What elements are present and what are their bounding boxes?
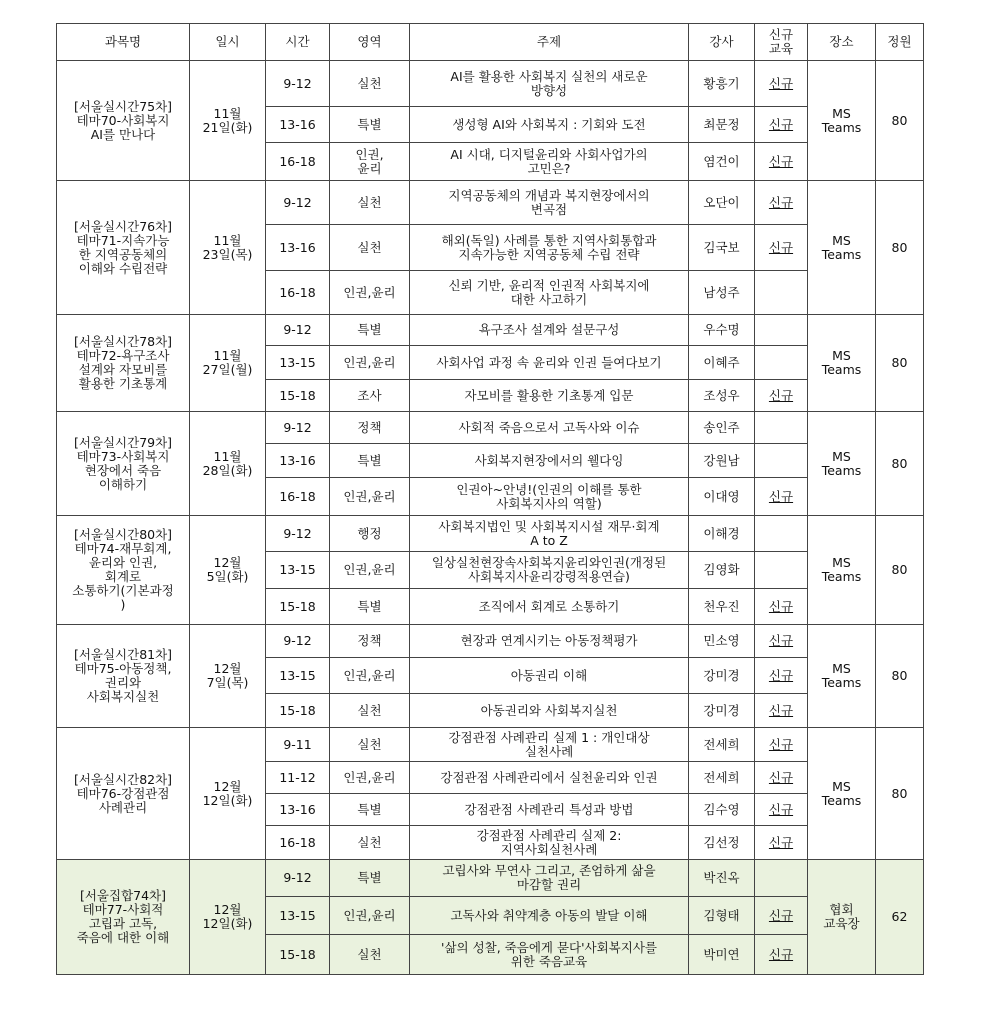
new-link[interactable]: 신규 — [768, 736, 794, 752]
new-link[interactable]: 신규 — [768, 239, 794, 255]
new-link[interactable]: 신규 — [768, 834, 794, 850]
header-date: 일시 — [190, 24, 266, 61]
header-topic: 주제 — [410, 24, 689, 61]
header-instructor: 강사 — [689, 24, 755, 61]
topic-cell: 자모비를 활용한 기초통계 입문 — [410, 380, 689, 412]
topic-cell: '삶의 성찰, 죽음에게 묻다'사회복지사를 위한 죽음교육 — [410, 935, 689, 975]
new-cell — [755, 552, 808, 589]
new-link[interactable]: 신규 — [768, 75, 794, 91]
area-cell: 실천 — [330, 728, 410, 762]
topic-cell: 강점관점 사례관리 특성과 방법 — [410, 794, 689, 826]
new-cell — [755, 315, 808, 346]
instructor-cell: 우수명 — [689, 315, 755, 346]
course-cell: [서울실시간75차] 테마70-사회복지 AI를 만나다 — [57, 61, 190, 181]
new-cell — [755, 271, 808, 315]
time-cell: 9-12 — [266, 61, 330, 107]
topic-cell: 고립사와 무연사 그리고, 존엄하게 삶을 마감할 권리 — [410, 860, 689, 897]
course-cell: [서울실시간76차] 테마71-지속가능 한 지역공동체의 이해와 수립전략 — [57, 181, 190, 315]
course-cell: [서울실시간82차] 테마76-강점관점 사례관리 — [57, 728, 190, 860]
instructor-cell: 이해경 — [689, 516, 755, 552]
topic-cell: 아동권리와 사회복지실천 — [410, 694, 689, 728]
table-row — [57, 412, 924, 444]
new-link[interactable]: 신규 — [768, 946, 794, 962]
place-cell: 협회 교육장 — [808, 860, 876, 975]
area-cell: 실천 — [330, 826, 410, 860]
course-cell: [서울실시간79차] 테마73-사회복지 현장에서 죽음 이해하기 — [57, 412, 190, 516]
new-cell — [755, 225, 808, 271]
new-cell — [755, 181, 808, 225]
new-cell — [755, 380, 808, 412]
new-link[interactable]: 신규 — [768, 769, 794, 785]
table-row — [57, 61, 924, 107]
instructor-cell: 김국보 — [689, 225, 755, 271]
time-cell: 9-12 — [266, 516, 330, 552]
instructor-cell: 남성주 — [689, 271, 755, 315]
area-cell: 인권,윤리 — [330, 897, 410, 935]
topic-cell: 조직에서 회계로 소통하기 — [410, 589, 689, 625]
place-cell: MS Teams — [808, 315, 876, 412]
time-cell: 16-18 — [266, 478, 330, 516]
instructor-cell: 이대영 — [689, 478, 755, 516]
instructor-cell: 전세희 — [689, 762, 755, 794]
header-capacity: 정원 — [876, 24, 924, 61]
place-cell: MS Teams — [808, 61, 876, 181]
date-cell: 12월 5일(화) — [190, 516, 266, 625]
area-cell: 인권,윤리 — [330, 658, 410, 694]
instructor-cell: 조성우 — [689, 380, 755, 412]
date-cell: 12월 7일(목) — [190, 625, 266, 728]
area-cell: 실천 — [330, 694, 410, 728]
schedule-body — [57, 61, 924, 975]
area-cell: 조사 — [330, 380, 410, 412]
new-cell — [755, 762, 808, 794]
area-cell: 특별 — [330, 444, 410, 478]
new-link[interactable]: 신규 — [768, 702, 794, 718]
header-row — [57, 24, 924, 61]
instructor-cell: 최문정 — [689, 107, 755, 143]
time-cell: 16-18 — [266, 826, 330, 860]
instructor-cell: 민소영 — [689, 625, 755, 658]
time-cell: 13-15 — [266, 658, 330, 694]
new-cell — [755, 516, 808, 552]
new-link[interactable]: 신규 — [768, 488, 794, 504]
topic-cell: 일상실천현장속사회복지윤리와인권(개정된 사회복지사윤리강령적용연습) — [410, 552, 689, 589]
area-cell: 인권,윤리 — [330, 346, 410, 380]
new-link[interactable]: 신규 — [768, 801, 794, 817]
instructor-cell: 박미연 — [689, 935, 755, 975]
date-cell: 11월 27일(월) — [190, 315, 266, 412]
area-cell: 특별 — [330, 107, 410, 143]
new-cell — [755, 143, 808, 181]
time-cell: 13-16 — [266, 225, 330, 271]
new-cell — [755, 107, 808, 143]
time-cell: 16-18 — [266, 271, 330, 315]
topic-cell: 사회사업 과정 속 윤리와 인권 들여다보기 — [410, 346, 689, 380]
capacity-cell: 80 — [876, 625, 924, 728]
capacity-cell: 80 — [876, 61, 924, 181]
date-cell: 12월 12일(화) — [190, 860, 266, 975]
area-cell: 실천 — [330, 61, 410, 107]
instructor-cell: 강미경 — [689, 658, 755, 694]
new-cell — [755, 589, 808, 625]
topic-cell: 강점관점 사례관리에서 실천윤리와 인권 — [410, 762, 689, 794]
topic-cell: 현장과 연계시키는 아동정책평가 — [410, 625, 689, 658]
time-cell: 13-16 — [266, 444, 330, 478]
topic-cell: 신뢰 기반, 윤리적 인권적 사회복지에 대한 사고하기 — [410, 271, 689, 315]
topic-cell: 사회복지법인 및 사회복지시설 재무·회계 A to Z — [410, 516, 689, 552]
time-cell: 15-18 — [266, 380, 330, 412]
place-cell: MS Teams — [808, 728, 876, 860]
capacity-cell: 80 — [876, 412, 924, 516]
time-cell: 9-12 — [266, 412, 330, 444]
topic-cell: 해외(독일) 사례를 통한 지역사회통합과 지속가능한 지역공동체 수립 전략 — [410, 225, 689, 271]
new-link[interactable]: 신규 — [768, 598, 794, 614]
area-cell: 특별 — [330, 589, 410, 625]
place-cell: MS Teams — [808, 625, 876, 728]
table-row — [57, 728, 924, 762]
time-cell: 9-12 — [266, 181, 330, 225]
time-cell: 9-12 — [266, 625, 330, 658]
area-cell: 특별 — [330, 315, 410, 346]
instructor-cell: 오단이 — [689, 181, 755, 225]
area-cell: 정책 — [330, 412, 410, 444]
topic-cell: 지역공동체의 개념과 복지현장에서의 변곡점 — [410, 181, 689, 225]
area-cell: 인권,윤리 — [330, 552, 410, 589]
instructor-cell: 송인주 — [689, 412, 755, 444]
date-cell: 12월 12일(화) — [190, 728, 266, 860]
capacity-cell: 80 — [876, 181, 924, 315]
header-area: 영역 — [330, 24, 410, 61]
time-cell: 15-18 — [266, 589, 330, 625]
date-cell: 11월 21일(화) — [190, 61, 266, 181]
instructor-cell: 박진옥 — [689, 860, 755, 897]
new-cell — [755, 625, 808, 658]
instructor-cell: 황흥기 — [689, 61, 755, 107]
topic-cell: 강점관점 사례관리 실제 1 : 개인대상 실천사례 — [410, 728, 689, 762]
area-cell: 실천 — [330, 225, 410, 271]
time-cell: 13-15 — [266, 897, 330, 935]
new-link[interactable]: 신규 — [768, 667, 794, 683]
area-cell: 특별 — [330, 794, 410, 826]
table-row — [57, 625, 924, 658]
new-cell — [755, 412, 808, 444]
new-cell — [755, 728, 808, 762]
header-new: 신규 교육 — [755, 24, 808, 61]
time-cell: 13-16 — [266, 107, 330, 143]
time-cell: 13-15 — [266, 346, 330, 380]
table-row — [57, 516, 924, 552]
instructor-cell: 이혜주 — [689, 346, 755, 380]
place-cell: MS Teams — [808, 181, 876, 315]
date-cell: 11월 23일(목) — [190, 181, 266, 315]
table-row — [57, 860, 924, 897]
new-link[interactable]: 신규 — [768, 387, 794, 403]
time-cell: 16-18 — [266, 143, 330, 181]
place-cell: MS Teams — [808, 516, 876, 625]
new-cell — [755, 826, 808, 860]
new-link[interactable]: 신규 — [768, 633, 794, 648]
new-cell — [755, 61, 808, 107]
instructor-cell: 김선정 — [689, 826, 755, 860]
header-place: 장소 — [808, 24, 876, 61]
table-row — [57, 181, 924, 225]
instructor-cell: 김수영 — [689, 794, 755, 826]
header-time: 시간 — [266, 24, 330, 61]
new-cell — [755, 658, 808, 694]
topic-cell: AI를 활용한 사회복지 실천의 새로운 방향성 — [410, 61, 689, 107]
place-cell: MS Teams — [808, 412, 876, 516]
new-cell — [755, 860, 808, 897]
area-cell: 정책 — [330, 625, 410, 658]
new-cell — [755, 444, 808, 478]
new-link[interactable]: 신규 — [768, 194, 794, 210]
instructor-cell: 천우진 — [689, 589, 755, 625]
instructor-cell: 전세희 — [689, 728, 755, 762]
capacity-cell: 80 — [876, 728, 924, 860]
instructor-cell: 강미경 — [689, 694, 755, 728]
area-cell: 실천 — [330, 181, 410, 225]
topic-cell: 인권아~안녕!(인권의 이해를 통한 사회복지사의 역할) — [410, 478, 689, 516]
new-cell — [755, 897, 808, 935]
time-cell: 9-12 — [266, 315, 330, 346]
instructor-cell: 염건이 — [689, 143, 755, 181]
area-cell: 인권,윤리 — [330, 762, 410, 794]
course-cell: [서울실시간81차] 테마75-아동정책, 권리와 사회복지실천 — [57, 625, 190, 728]
header-course: 과목명 — [57, 24, 190, 61]
capacity-cell: 80 — [876, 315, 924, 412]
topic-cell: 욕구조사 설계와 설문구성 — [410, 315, 689, 346]
course-cell: [서울실시간78차] 테마72-욕구조사 설계와 자모비를 활용한 기초통계 — [57, 315, 190, 412]
area-cell: 인권, 윤리 — [330, 143, 410, 181]
topic-cell: 고독사와 취약계층 아동의 발달 이해 — [410, 897, 689, 935]
area-cell: 인권,윤리 — [330, 478, 410, 516]
time-cell: 15-18 — [266, 935, 330, 975]
new-cell — [755, 694, 808, 728]
course-cell: [서울집합74차] 테마77-사회적 고립과 고독, 죽음에 대한 이해 — [57, 860, 190, 975]
topic-cell: 강점관점 사례관리 실제 2: 지역사회실천사례 — [410, 826, 689, 860]
date-cell: 11월 28일(화) — [190, 412, 266, 516]
instructor-cell: 김형태 — [689, 897, 755, 935]
course-cell: [서울실시간80차] 테마74-재무회계, 윤리와 인권, 회계로 소통하기(기본과정 ) — [57, 516, 190, 625]
area-cell: 특별 — [330, 860, 410, 897]
new-cell — [755, 794, 808, 826]
time-cell: 13-15 — [266, 552, 330, 589]
capacity-cell: 80 — [876, 516, 924, 625]
instructor-cell: 강원남 — [689, 444, 755, 478]
time-cell: 9-12 — [266, 860, 330, 897]
area-cell: 인권,윤리 — [330, 271, 410, 315]
new-link[interactable]: 신규 — [768, 153, 794, 169]
new-link[interactable]: 신규 — [768, 907, 794, 923]
area-cell: 실천 — [330, 935, 410, 975]
instructor-cell: 김영화 — [689, 552, 755, 589]
topic-cell: 사회복지현장에서의 웰다잉 — [410, 444, 689, 478]
topic-cell: 생성형 AI와 사회복지 : 기회와 도전 — [410, 107, 689, 143]
schedule-table — [56, 23, 924, 975]
area-cell: 행정 — [330, 516, 410, 552]
topic-cell: 사회적 죽음으로서 고독사와 이슈 — [410, 412, 689, 444]
capacity-cell: 62 — [876, 860, 924, 975]
new-link[interactable]: 신규 — [768, 116, 794, 132]
topic-cell: AI 시대, 디지털윤리와 사회사업가의 고민은? — [410, 143, 689, 181]
new-cell — [755, 346, 808, 380]
table-row — [57, 315, 924, 346]
new-cell — [755, 478, 808, 516]
time-cell: 9-11 — [266, 728, 330, 762]
time-cell: 11-12 — [266, 762, 330, 794]
new-cell — [755, 935, 808, 975]
time-cell: 15-18 — [266, 694, 330, 728]
time-cell: 13-16 — [266, 794, 330, 826]
topic-cell: 아동권리 이해 — [410, 658, 689, 694]
